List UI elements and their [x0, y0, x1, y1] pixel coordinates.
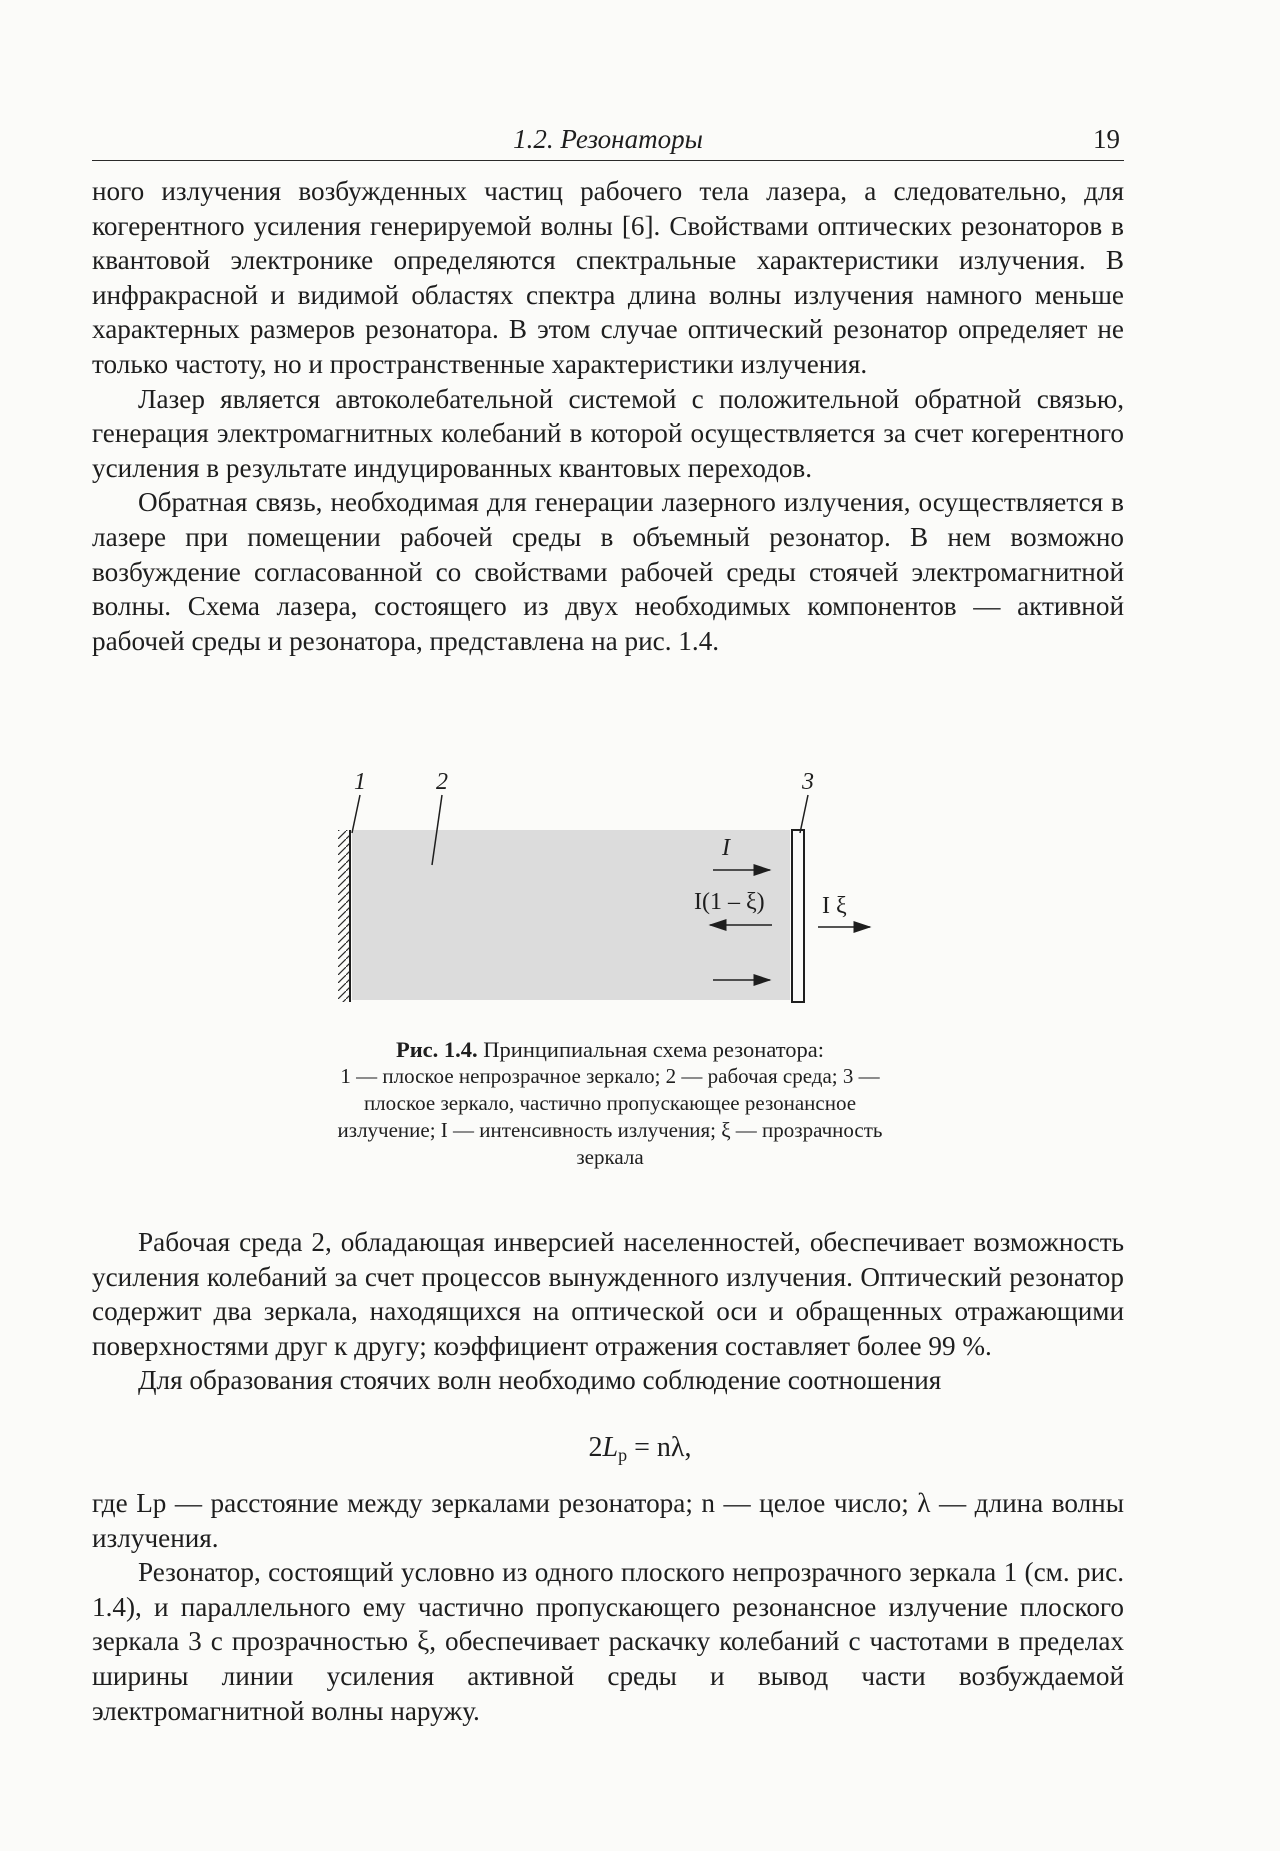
leader-line-1 — [352, 795, 360, 833]
mirror-3 — [792, 830, 804, 1002]
paragraph: где Lр — расстояние между зеркалами резонатора; n — целое число; λ — длина волны излучения. — [92, 1488, 1124, 1553]
label-2: 2 — [436, 769, 448, 795]
figure-caption — [326, 1036, 894, 1171]
caption-title-line — [326, 1036, 894, 1063]
paragraph: Обратная связь, необходимая для генерации лазерного излучения, осуществляется в лазере при помещении рабочей среды в объемный резонатор. В нем возможно возбуждение согласованной со свойствами рабочей среды стоячей электромагнитной волны. Схема лазера, состоящего из двух необходимых компонентов — активной рабочей среды и резонатора, представлена на рис. 1.4. — [92, 487, 1124, 656]
body-text-after-formula — [92, 1486, 1124, 1728]
forward-intensity-label: I — [722, 835, 730, 861]
body-text-top — [92, 174, 1124, 658]
section-title: 1.2. Резонаторы — [513, 124, 703, 154]
caption-title: Принципиальная схема резонатора: — [483, 1037, 825, 1062]
mirror-1-hatching — [338, 830, 350, 1002]
formula-sub: р — [618, 1445, 628, 1465]
paragraph: Резонатор, состоящий условно из одного плоского непрозрачного зеркала 1 (см. рис. 1.4), и параллельного ему частично пропускающего резонансное излучение плоского зеркала 3 с прозрачностью ξ, обеспечивает раскачку колебаний с частотами в пределах ширины линии усиления активной среды и вывод части возбуждаемой электромагнитной волны наружу. — [92, 1557, 1124, 1726]
resonator-diagram — [330, 775, 890, 1015]
running-head — [92, 120, 1124, 161]
paragraph: Лазер является автоколебательной системой с положительной обратной связью, генерация электромагнитных колебаний в которой осуществляется за счет когерентного усиления в результате индуцированных квантовых переходов. — [92, 383, 1124, 483]
caption-body: 1 — плоское непрозрачное зеркало; 2 — рабочая среда; 3 — плоское зеркало, частично пропускающее резонансное излучение; I — интенсивность излучения; ξ — прозрачность зеркала — [337, 1064, 883, 1169]
caption-number: Рис. 1.4. — [395, 1037, 478, 1062]
standing-wave-formula — [0, 1432, 1280, 1466]
transmitted-intensity-label: I ξ — [822, 893, 847, 919]
label-3: 3 — [802, 769, 814, 795]
resonator-figure — [330, 769, 890, 1015]
reflected-intensity-label: I(1 – ξ) — [694, 889, 765, 915]
leader-line-3 — [800, 795, 808, 833]
formula-rhs: = nλ, — [634, 1432, 692, 1463]
paragraph: ного излучения возбужденных частиц рабочего тела лазера, а следовательно, для когерентного усиления генерируемой волны [6]. Свойствами оптических резонаторов в квантовой электронике определяются спектральные характеристики излучения. В инфракрасной и видимой областях спектра длина волны излучения намного меньше характерных размеров резонатора. В этом случае оптический резонатор определяет не только частоту, но и пространственные характеристики излучения. — [92, 176, 1124, 379]
paragraph: Для образования стоячих волн необходимо соблюдение соотношения — [138, 1365, 942, 1396]
paragraph: Рабочая среда 2, обладающая инверсией населенностей, обеспечивает возможность усиления колебаний за счет процессов вынужденного излучения. Оптический резонатор содержит два зеркала, находящихся на оптической оси и обращенных отражающими поверхностями друг к другу; коэффициент отражения составляет более 99 %. — [92, 1227, 1124, 1361]
label-1: 1 — [354, 769, 366, 795]
body-text-bottom — [92, 1225, 1124, 1398]
formula-coef: 2 — [588, 1432, 603, 1463]
page-number: 19 — [1093, 124, 1120, 154]
formula-var: L — [602, 1432, 619, 1463]
